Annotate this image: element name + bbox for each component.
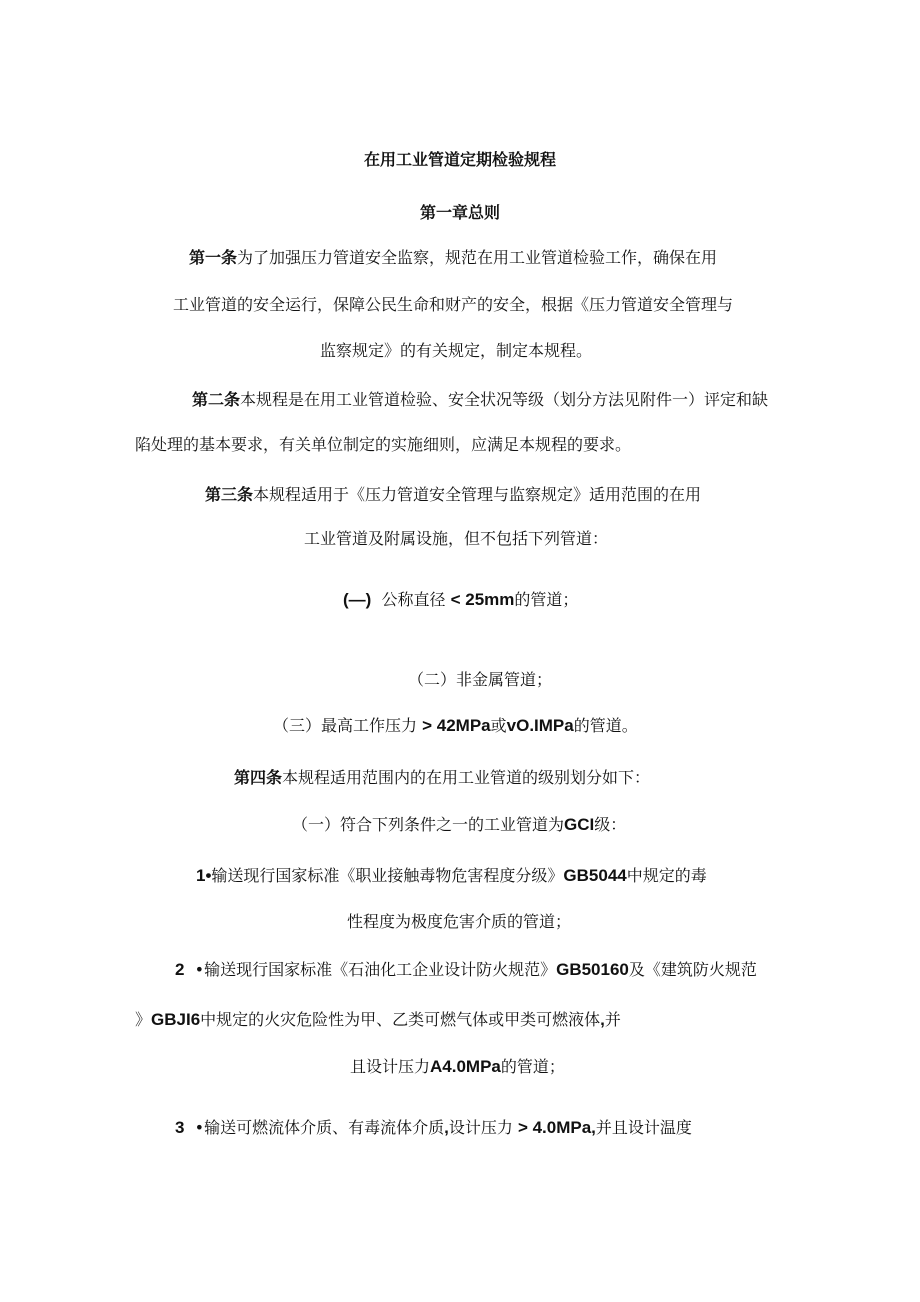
exclusion-item-2: （二）非金属管道； [408,670,553,689]
article-text: 为了加强压力管道安全监察，规范在用工业管道检验工作，确保在用 [237,248,718,267]
condition-2-line-1: 2 •输送现行国家标准《石油化工企业设计防火规范》GB50160及《建筑防火规范 [175,960,757,979]
article-label: 第四条 [234,768,283,787]
article-1-line-2: 工业管道的安全运行，保障公民生命和财产的安全，根据《压力管道安全管理与 [173,295,734,314]
article-3-line-2: 工业管道及附属设施，但不包括下列管道： [304,529,609,548]
article-2-line-1 [192,390,768,410]
document-title: 在用工业管道定期检验规程 [363,150,556,169]
article-3-line-1 [205,485,701,505]
article-1-line-3: 监察规定》的有关规定，制定本规程。 [320,341,593,360]
condition-number: 3 [175,1118,185,1137]
chapter-heading: 第一章总则 [419,203,500,222]
item-marker: (—) [343,590,372,609]
condition-2-line-3: 且设计压力A4.0MPa的管道； [350,1057,565,1076]
article-label: 第一条 [189,248,238,267]
article-text: 本规程适用范围内的在用工业管道的级别划分如下： [282,768,651,787]
exclusion-item-1: (—) 公称直径 < 25mm的管道； [343,590,579,609]
article-text: 本规程是在用工业管道检验、安全状况等级（划分方法见附件一）评定和缺 [240,390,769,409]
article-label: 第三条 [205,485,254,504]
article-2-line-2: 陷处理的基本要求，有关单位制定的实施细则，应满足本规程的要求。 [135,435,632,454]
condition-3-line-1: 3 •输送可燃流体介质、有毒流体介质,设计压力 > 4.0MPa,并且设计温度 [175,1118,692,1137]
condition-1-line-2: 性程度为极度危害介质的管道； [347,912,572,931]
article-4-line-1 [234,768,650,788]
condition-1-line-1: 1•输送现行国家标准《职业接触毒物危害程度分级》GB5044中规定的毒 [196,866,707,885]
grade-gc1-heading: （一）符合下列条件之一的工业管道为GCI级： [292,815,627,834]
condition-2-line-2: 》GBJI6中规定的火灾危险性为甲、乙类可燃气体或甲类可燃液体,并 [135,1010,621,1029]
condition-number: 1• [196,866,212,885]
exclusion-item-3: （三）最高工作压力 > 42MPa或vO.IMPa的管道。 [273,716,638,735]
article-label: 第二条 [192,390,241,409]
article-1-line-1 [189,248,717,268]
condition-number: 2 [175,960,185,979]
article-text: 本规程适用于《压力管道安全管理与监察规定》适用范围的在用 [253,485,702,504]
